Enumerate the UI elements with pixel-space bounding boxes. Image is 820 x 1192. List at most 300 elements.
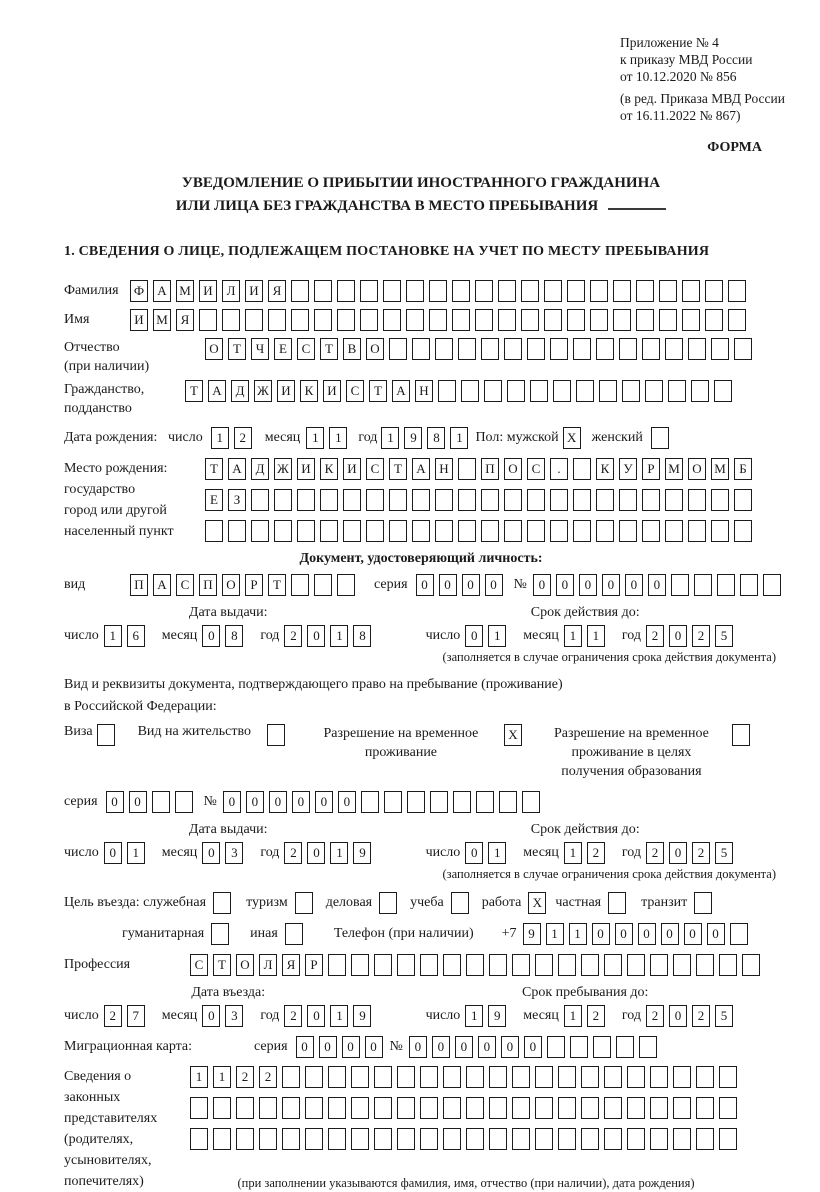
cell-filled[interactable]: С: [527, 458, 545, 480]
cell-empty[interactable]: [659, 309, 677, 331]
cell-empty[interactable]: [360, 280, 378, 302]
cell-empty[interactable]: [673, 1066, 691, 1088]
cell-filled[interactable]: 9: [404, 427, 422, 449]
cell-filled[interactable]: С: [190, 954, 208, 976]
cell-empty[interactable]: [282, 1128, 300, 1150]
cell-filled[interactable]: 3: [225, 1005, 243, 1027]
cell-empty[interactable]: [366, 520, 384, 542]
cell-empty[interactable]: [476, 791, 494, 813]
cell-empty[interactable]: [274, 489, 292, 511]
cell-empty[interactable]: [544, 309, 562, 331]
cell-filled[interactable]: 8: [427, 427, 445, 449]
cell-filled[interactable]: 0: [602, 574, 620, 596]
cell-filled[interactable]: И: [245, 280, 263, 302]
cell-empty[interactable]: [763, 574, 781, 596]
cell-filled[interactable]: Т: [389, 458, 407, 480]
cell-empty[interactable]: [719, 1066, 737, 1088]
cell-filled[interactable]: С: [346, 380, 364, 402]
cell-empty[interactable]: [282, 1066, 300, 1088]
cell-empty[interactable]: [711, 520, 729, 542]
cell-empty[interactable]: [567, 309, 585, 331]
cell-empty[interactable]: [481, 520, 499, 542]
cell-filled[interactable]: А: [228, 458, 246, 480]
cell-filled[interactable]: 2: [692, 1005, 710, 1027]
cell-empty[interactable]: [705, 309, 723, 331]
cell-empty[interactable]: [673, 1128, 691, 1150]
cell-empty[interactable]: [550, 489, 568, 511]
cell-filled[interactable]: 0: [432, 1036, 450, 1058]
cell-empty[interactable]: [211, 923, 229, 945]
cell-filled[interactable]: 0: [342, 1036, 360, 1058]
cell-empty[interactable]: [668, 380, 686, 402]
cell-empty[interactable]: [228, 520, 246, 542]
cell-empty[interactable]: [351, 954, 369, 976]
cell-filled[interactable]: Е: [205, 489, 223, 511]
cell-empty[interactable]: [213, 1128, 231, 1150]
cell-empty[interactable]: [337, 574, 355, 596]
cell-empty[interactable]: [259, 1128, 277, 1150]
cell-filled[interactable]: 0: [104, 842, 122, 864]
cell-empty[interactable]: [458, 338, 476, 360]
cell-empty[interactable]: [458, 458, 476, 480]
cell-filled[interactable]: 0: [707, 923, 725, 945]
cell-filled[interactable]: 1: [450, 427, 468, 449]
cell-empty[interactable]: [504, 489, 522, 511]
cell-empty[interactable]: [420, 1097, 438, 1119]
cell-empty[interactable]: [282, 1097, 300, 1119]
cell-empty[interactable]: [443, 1066, 461, 1088]
cell-empty[interactable]: [711, 489, 729, 511]
cell-empty[interactable]: [573, 458, 591, 480]
cell-empty[interactable]: [374, 1066, 392, 1088]
cell-empty[interactable]: [608, 892, 626, 914]
cell-empty[interactable]: [719, 1128, 737, 1150]
cell-empty[interactable]: [397, 1066, 415, 1088]
cell-filled[interactable]: 2: [646, 625, 664, 647]
cell-empty[interactable]: [274, 520, 292, 542]
cell-empty[interactable]: [642, 489, 660, 511]
cell-filled[interactable]: Л: [222, 280, 240, 302]
cell-filled[interactable]: О: [236, 954, 254, 976]
cell-filled[interactable]: 8: [225, 625, 243, 647]
cell-filled[interactable]: 2: [692, 842, 710, 864]
cell-empty[interactable]: [498, 309, 516, 331]
cell-filled[interactable]: 3: [225, 842, 243, 864]
cell-empty[interactable]: [590, 309, 608, 331]
cell-empty[interactable]: [616, 1036, 634, 1058]
cell-filled[interactable]: М: [176, 280, 194, 302]
cell-empty[interactable]: [530, 380, 548, 402]
cell-empty[interactable]: [295, 892, 313, 914]
cell-filled[interactable]: 1: [569, 923, 587, 945]
cell-empty[interactable]: [251, 489, 269, 511]
cell-filled[interactable]: 1: [190, 1066, 208, 1088]
cell-filled[interactable]: 0: [439, 574, 457, 596]
cell-filled[interactable]: К: [596, 458, 614, 480]
cell-filled[interactable]: 2: [284, 1005, 302, 1027]
cell-empty[interactable]: [481, 489, 499, 511]
cell-empty[interactable]: [328, 1128, 346, 1150]
cell-empty[interactable]: [337, 280, 355, 302]
cell-empty[interactable]: [435, 520, 453, 542]
cell-empty[interactable]: [732, 724, 750, 746]
cell-empty[interactable]: [696, 1128, 714, 1150]
cell-empty[interactable]: [740, 574, 758, 596]
cell-empty[interactable]: [466, 954, 484, 976]
cell-filled[interactable]: 0: [615, 923, 633, 945]
cell-empty[interactable]: [397, 1128, 415, 1150]
cell-empty[interactable]: [734, 520, 752, 542]
cell-empty[interactable]: [507, 380, 525, 402]
cell-filled[interactable]: П: [481, 458, 499, 480]
cell-empty[interactable]: [443, 1097, 461, 1119]
cell-empty[interactable]: [694, 892, 712, 914]
cell-empty[interactable]: [558, 1066, 576, 1088]
cell-empty[interactable]: [374, 1128, 392, 1150]
cell-empty[interactable]: [696, 1097, 714, 1119]
cell-filled[interactable]: 0: [625, 574, 643, 596]
cell-filled[interactable]: А: [153, 574, 171, 596]
cell-filled[interactable]: О: [688, 458, 706, 480]
cell-empty[interactable]: [360, 309, 378, 331]
cell-empty[interactable]: [484, 380, 502, 402]
cell-filled[interactable]: Т: [268, 574, 286, 596]
cell-empty[interactable]: [305, 1066, 323, 1088]
cell-empty[interactable]: [379, 892, 397, 914]
cell-empty[interactable]: [512, 1128, 530, 1150]
cell-filled[interactable]: 2: [587, 842, 605, 864]
cell-empty[interactable]: [458, 520, 476, 542]
cell-filled[interactable]: Н: [435, 458, 453, 480]
cell-empty[interactable]: [673, 954, 691, 976]
cell-filled[interactable]: 1: [306, 427, 324, 449]
cell-empty[interactable]: [642, 338, 660, 360]
cell-empty[interactable]: [627, 954, 645, 976]
cell-empty[interactable]: [267, 724, 285, 746]
cell-empty[interactable]: [636, 309, 654, 331]
cell-filled[interactable]: 0: [485, 574, 503, 596]
cell-filled[interactable]: Т: [320, 338, 338, 360]
cell-empty[interactable]: [527, 489, 545, 511]
cell-empty[interactable]: [671, 574, 689, 596]
cell-empty[interactable]: [245, 309, 263, 331]
cell-empty[interactable]: [452, 280, 470, 302]
cell-filled[interactable]: 0: [501, 1036, 519, 1058]
cell-filled[interactable]: Я: [176, 309, 194, 331]
cell-empty[interactable]: [443, 954, 461, 976]
cell-empty[interactable]: [328, 1097, 346, 1119]
cell-empty[interactable]: [581, 954, 599, 976]
cell-empty[interactable]: [650, 954, 668, 976]
cell-empty[interactable]: [535, 1097, 553, 1119]
cell-filled[interactable]: И: [130, 309, 148, 331]
cell-empty[interactable]: [291, 574, 309, 596]
cell-empty[interactable]: [705, 280, 723, 302]
cell-empty[interactable]: [328, 1066, 346, 1088]
cell-empty[interactable]: [453, 791, 471, 813]
cell-filled[interactable]: О: [504, 458, 522, 480]
cell-filled[interactable]: И: [199, 280, 217, 302]
cell-empty[interactable]: [489, 1066, 507, 1088]
cell-empty[interactable]: [544, 280, 562, 302]
cell-filled[interactable]: И: [277, 380, 295, 402]
cell-empty[interactable]: [627, 1097, 645, 1119]
cell-empty[interactable]: [458, 489, 476, 511]
cell-empty[interactable]: [420, 1066, 438, 1088]
cell-empty[interactable]: [466, 1097, 484, 1119]
cell-empty[interactable]: [581, 1128, 599, 1150]
cell-empty[interactable]: [443, 1128, 461, 1150]
cell-empty[interactable]: [604, 1066, 622, 1088]
cell-filled[interactable]: 0: [465, 625, 483, 647]
cell-filled[interactable]: 5: [715, 625, 733, 647]
cell-empty[interactable]: [199, 309, 217, 331]
cell-filled[interactable]: 5: [715, 1005, 733, 1027]
cell-empty[interactable]: [297, 489, 315, 511]
cell-empty[interactable]: [412, 338, 430, 360]
cell-empty[interactable]: [297, 520, 315, 542]
cell-filled[interactable]: 2: [259, 1066, 277, 1088]
cell-empty[interactable]: [742, 954, 760, 976]
cell-filled[interactable]: 0: [269, 791, 287, 813]
cell-filled[interactable]: П: [130, 574, 148, 596]
cell-filled[interactable]: К: [300, 380, 318, 402]
cell-filled[interactable]: С: [366, 458, 384, 480]
cell-filled[interactable]: Я: [282, 954, 300, 976]
cell-filled[interactable]: X: [563, 427, 581, 449]
cell-filled[interactable]: П: [199, 574, 217, 596]
cell-empty[interactable]: [205, 520, 223, 542]
cell-empty[interactable]: [305, 1128, 323, 1150]
cell-empty[interactable]: [650, 1066, 668, 1088]
cell-filled[interactable]: 0: [319, 1036, 337, 1058]
cell-filled[interactable]: 7: [127, 1005, 145, 1027]
cell-empty[interactable]: [596, 489, 614, 511]
cell-filled[interactable]: 1: [488, 625, 506, 647]
cell-empty[interactable]: [314, 574, 332, 596]
cell-filled[interactable]: 2: [646, 1005, 664, 1027]
cell-empty[interactable]: [175, 791, 193, 813]
cell-empty[interactable]: [719, 1097, 737, 1119]
cell-empty[interactable]: [527, 520, 545, 542]
cell-empty[interactable]: [320, 520, 338, 542]
cell-filled[interactable]: 0: [462, 574, 480, 596]
cell-filled[interactable]: З: [228, 489, 246, 511]
cell-filled[interactable]: Т: [369, 380, 387, 402]
cell-filled[interactable]: С: [297, 338, 315, 360]
cell-filled[interactable]: 2: [692, 625, 710, 647]
cell-empty[interactable]: [420, 1128, 438, 1150]
cell-empty[interactable]: [236, 1128, 254, 1150]
cell-empty[interactable]: [406, 309, 424, 331]
cell-empty[interactable]: [619, 489, 637, 511]
cell-empty[interactable]: [682, 280, 700, 302]
cell-empty[interactable]: [604, 954, 622, 976]
cell-empty[interactable]: [558, 1128, 576, 1150]
cell-empty[interactable]: [673, 1097, 691, 1119]
cell-empty[interactable]: [553, 380, 571, 402]
cell-empty[interactable]: [461, 380, 479, 402]
cell-filled[interactable]: 2: [284, 842, 302, 864]
cell-filled[interactable]: М: [711, 458, 729, 480]
cell-filled[interactable]: 2: [104, 1005, 122, 1027]
cell-empty[interactable]: [593, 1036, 611, 1058]
cell-filled[interactable]: Р: [642, 458, 660, 480]
cell-empty[interactable]: [665, 338, 683, 360]
cell-filled[interactable]: Ж: [254, 380, 272, 402]
cell-empty[interactable]: [435, 489, 453, 511]
cell-empty[interactable]: [696, 1066, 714, 1088]
cell-empty[interactable]: [397, 954, 415, 976]
cell-empty[interactable]: [466, 1066, 484, 1088]
cell-empty[interactable]: [696, 954, 714, 976]
cell-empty[interactable]: [291, 309, 309, 331]
cell-empty[interactable]: [305, 1097, 323, 1119]
cell-filled[interactable]: 9: [523, 923, 541, 945]
cell-empty[interactable]: [291, 280, 309, 302]
cell-filled[interactable]: 1: [329, 427, 347, 449]
cell-empty[interactable]: [268, 309, 286, 331]
cell-empty[interactable]: [581, 1066, 599, 1088]
cell-empty[interactable]: [636, 280, 654, 302]
cell-filled[interactable]: И: [297, 458, 315, 480]
cell-filled[interactable]: 2: [646, 842, 664, 864]
cell-empty[interactable]: [259, 1097, 277, 1119]
cell-empty[interactable]: [397, 1097, 415, 1119]
cell-empty[interactable]: [596, 520, 614, 542]
cell-empty[interactable]: [499, 791, 517, 813]
cell-empty[interactable]: [642, 520, 660, 542]
cell-filled[interactable]: Б: [734, 458, 752, 480]
cell-filled[interactable]: 0: [296, 1036, 314, 1058]
cell-empty[interactable]: [719, 954, 737, 976]
cell-filled[interactable]: .: [550, 458, 568, 480]
cell-empty[interactable]: [451, 892, 469, 914]
cell-filled[interactable]: В: [343, 338, 361, 360]
cell-empty[interactable]: [627, 1128, 645, 1150]
cell-filled[interactable]: X: [528, 892, 546, 914]
cell-empty[interactable]: [512, 954, 530, 976]
cell-filled[interactable]: 0: [246, 791, 264, 813]
cell-empty[interactable]: [717, 574, 735, 596]
cell-filled[interactable]: 1: [330, 1005, 348, 1027]
cell-filled[interactable]: 0: [416, 574, 434, 596]
cell-empty[interactable]: [550, 338, 568, 360]
cell-empty[interactable]: [475, 280, 493, 302]
cell-empty[interactable]: [558, 954, 576, 976]
cell-empty[interactable]: [190, 1097, 208, 1119]
cell-filled[interactable]: О: [205, 338, 223, 360]
cell-filled[interactable]: 0: [579, 574, 597, 596]
cell-filled[interactable]: А: [412, 458, 430, 480]
cell-empty[interactable]: [412, 520, 430, 542]
cell-empty[interactable]: [213, 1097, 231, 1119]
cell-empty[interactable]: [389, 338, 407, 360]
cell-empty[interactable]: [213, 892, 231, 914]
cell-empty[interactable]: [714, 380, 732, 402]
cell-filled[interactable]: 1: [104, 625, 122, 647]
cell-empty[interactable]: [576, 380, 594, 402]
cell-empty[interactable]: [512, 1066, 530, 1088]
cell-empty[interactable]: [665, 489, 683, 511]
cell-filled[interactable]: 1: [587, 625, 605, 647]
cell-empty[interactable]: [435, 338, 453, 360]
cell-filled[interactable]: О: [222, 574, 240, 596]
cell-empty[interactable]: [383, 280, 401, 302]
cell-filled[interactable]: 0: [223, 791, 241, 813]
cell-empty[interactable]: [389, 489, 407, 511]
cell-filled[interactable]: 0: [129, 791, 147, 813]
cell-empty[interactable]: [573, 338, 591, 360]
cell-empty[interactable]: [650, 1097, 668, 1119]
cell-empty[interactable]: [599, 380, 617, 402]
cell-filled[interactable]: 0: [106, 791, 124, 813]
cell-empty[interactable]: [645, 380, 663, 402]
cell-filled[interactable]: 1: [564, 1005, 582, 1027]
cell-filled[interactable]: А: [208, 380, 226, 402]
cell-empty[interactable]: [734, 489, 752, 511]
cell-empty[interactable]: [351, 1066, 369, 1088]
cell-filled[interactable]: 0: [669, 625, 687, 647]
cell-filled[interactable]: 0: [409, 1036, 427, 1058]
cell-empty[interactable]: [613, 309, 631, 331]
cell-empty[interactable]: [604, 1097, 622, 1119]
cell-filled[interactable]: 1: [213, 1066, 231, 1088]
cell-filled[interactable]: М: [665, 458, 683, 480]
cell-filled[interactable]: 0: [307, 625, 325, 647]
cell-filled[interactable]: X: [504, 724, 522, 746]
cell-filled[interactable]: 2: [587, 1005, 605, 1027]
cell-filled[interactable]: 6: [127, 625, 145, 647]
cell-empty[interactable]: [420, 954, 438, 976]
cell-empty[interactable]: [351, 1128, 369, 1150]
cell-filled[interactable]: А: [392, 380, 410, 402]
cell-empty[interactable]: [682, 309, 700, 331]
cell-empty[interactable]: [383, 309, 401, 331]
cell-empty[interactable]: [688, 489, 706, 511]
cell-empty[interactable]: [558, 1097, 576, 1119]
cell-empty[interactable]: [337, 309, 355, 331]
cell-empty[interactable]: [152, 791, 170, 813]
cell-empty[interactable]: [366, 489, 384, 511]
cell-empty[interactable]: [97, 724, 115, 746]
cell-empty[interactable]: [535, 1128, 553, 1150]
cell-filled[interactable]: 0: [315, 791, 333, 813]
cell-empty[interactable]: [547, 1036, 565, 1058]
cell-empty[interactable]: [412, 489, 430, 511]
cell-empty[interactable]: [222, 309, 240, 331]
cell-empty[interactable]: [694, 574, 712, 596]
cell-empty[interactable]: [475, 309, 493, 331]
cell-empty[interactable]: [328, 954, 346, 976]
cell-filled[interactable]: Д: [251, 458, 269, 480]
cell-filled[interactable]: 1: [564, 842, 582, 864]
cell-empty[interactable]: [596, 338, 614, 360]
cell-filled[interactable]: 0: [556, 574, 574, 596]
cell-filled[interactable]: 2: [284, 625, 302, 647]
cell-filled[interactable]: 0: [465, 842, 483, 864]
cell-filled[interactable]: 1: [564, 625, 582, 647]
cell-filled[interactable]: 0: [202, 625, 220, 647]
cell-empty[interactable]: [251, 520, 269, 542]
cell-empty[interactable]: [619, 520, 637, 542]
cell-filled[interactable]: Е: [274, 338, 292, 360]
cell-empty[interactable]: [573, 489, 591, 511]
cell-filled[interactable]: 0: [638, 923, 656, 945]
cell-filled[interactable]: 0: [292, 791, 310, 813]
cell-filled[interactable]: У: [619, 458, 637, 480]
cell-filled[interactable]: 0: [202, 1005, 220, 1027]
